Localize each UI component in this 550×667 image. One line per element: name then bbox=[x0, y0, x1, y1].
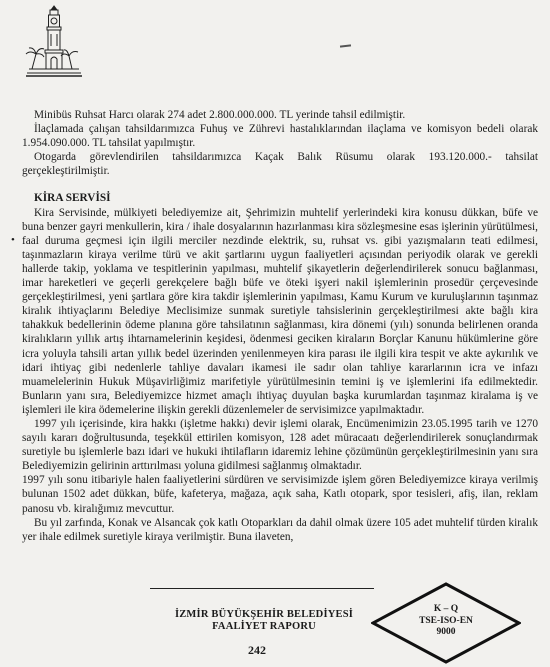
scan-mark bbox=[340, 44, 351, 47]
izmir-clock-tower-icon bbox=[24, 4, 84, 84]
footer-org-name: İZMİR BÜYÜKŞEHİR BELEDİYESİ bbox=[174, 609, 354, 620]
cert-kq: K – Q bbox=[433, 604, 459, 614]
paragraph-bu-yil: Bu yıl zarfında, Konak ve Alsancak çok katlı Otoparkları da dahil olmak üzere 105 adet muhtelif türden kiralık yer ihale edilmek suretiyle kiraya verilmiştir. Buna ilaveten, bbox=[22, 516, 538, 543]
document-body bbox=[22, 108, 538, 544]
paragraph-otogar: Otogarda görevlendirilen tahsildarımızca Kaçak Balık Rüsumu olarak 193.120.000.- tahsilat gerçekleştirilmiştir. bbox=[22, 151, 538, 178]
cert-number: 9000 bbox=[436, 627, 456, 637]
section-title: KİRA SERVİSİ bbox=[34, 192, 111, 205]
footer-organization bbox=[146, 609, 382, 633]
margin-bullet: • bbox=[11, 234, 15, 246]
cert-standard: TSE-ISO-EN bbox=[419, 615, 473, 626]
paragraph-ilaclama: İlaçlamada çalışan tahsildarımızca Fuhuş ve Zührevi hastalıklarından ilaçlama ve komisyon bedeli olarak 1.954.090.000. TL tahsilat yapılmıştır. bbox=[22, 123, 538, 150]
paragraph-1997-sonu: 1997 yılı sonu itibariyle halen faaliyetlerini sürdüren ve servisimizde işlem gören Belediyemizce kiraya verilmiş bulunan 1502 adet dükkan, büfe, kafeterya, mağaza, açık saha, Katlı otopark, spor tesisleri, afiş, ilan, reklam panosu vb. kiralığımız mevcuttur. bbox=[22, 474, 538, 515]
certification-text bbox=[411, 604, 481, 639]
page-number: 242 bbox=[248, 643, 266, 657]
footer-rule bbox=[150, 588, 374, 589]
paragraph-kira-servisi: Kira Servisinde, mülkiyeti belediyemize ait, Şehrimizin muhtelif yerlerindeki kira konusu dükkan, büfe ve buna benzer gayri menkullerin, kira / ihale dosyalarının hazırlanması kira sözleşmesine esas işlerinin yürütülmesi, faal duruma geçmesi için ilgili merciler nezdinde elektrik, su, ruhsat vs. gibi yazışmaların teati edilmesi, taşınmazların kiraya verilme türü ve akit şartlarını uygun faaliyetleri açısından periyodik olarak ve gerekli hallerde takip, yoklama ve tespitlerinin yapılması, muhtelif şikayetlerin değerlendirilerek sonucu bağlanması, imar hareketleri ve geçerli gerekçelere bağlı büfe ve öteki işyeri nakil işlemlerinin prosedür çerçevesinde gerçekleştirilmesi, yeni şartlara göre kira takdir işlemlerinin yapılması, Kamu Kurum ve kuruluşlarının taşınmaz kiralık ihtiyaçlarını Belediye Meclisimize sunmak suretiyle tahsislerinin gerçekleştirilmesi akte bağlı kira tahakkuk bedellerinin ödeme planına göre tahsilatının sağlanması, kira dönemi (yılı) sonunda belirlenen oranda kiralıkların yıllık artış ihtarnamelerinin keşidesi, ödenmesi geciken kiraların Borçlar Kanunu hükümlerine göre icra yoluyla tahsili artan yıllık bedel üzerinden yenilenmeyen kira parası ile ilgili kira tespit ve akte aykırılık ve idari ihtiyaç gibi nedenlerle tahliye davaları ikamesi ile sadır olan tahliye kararlarının icra ve infazı muamelelerinin Hukuk Müşavirliğimiz marifetiyle yürütülmesinin temini iş ve işlemlerini ifa edilmektedir. Bunların yanı sıra, Belediyemizce hizmet amaçlı ihtiyaç duyulan başka kurumlardan taşınmaz kiralama iş ve işlemleri ile kira ödemelerine ilişkin gerekli düzenlemeler de servisimizce yapılmaktadır. bbox=[22, 206, 538, 416]
paragraph-minibus: Minibüs Ruhsat Harcı olarak 274 adet 2.800.000.000. TL yerinde tahsil edilmiştir. bbox=[34, 109, 406, 121]
footer-report-title: FAALİYET RAPORU bbox=[212, 621, 316, 632]
paragraph-1997: 1997 yılı içerisinde, kira hakkı (işletme hakkı) devir işlemi olarak, Encümenimizin 23.05.1995 tarih ve 1270 sayılı kararı doğrultusunda, teşekkül ettirilen komisyon, 128 adet müracaatı değerlendirilerek sonuçlandırmak suretiyle bu işlemlerle bazı idari ve hukuki ihtilafların idaremiz lehine çözümünün gerçekleştirilmesinin yanı sıra Belediyemizin gelirinin arttırılması yoluna gidilmesi sağlanmış olmaktadır. bbox=[22, 417, 538, 473]
